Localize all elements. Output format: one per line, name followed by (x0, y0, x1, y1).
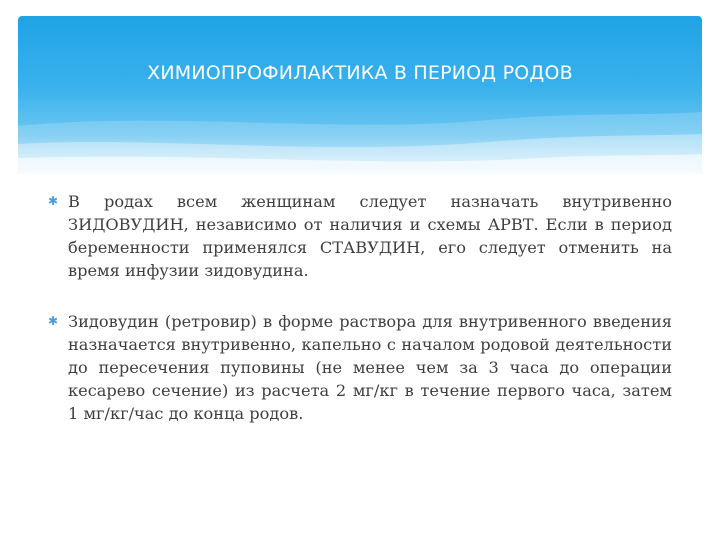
list-item (48, 190, 672, 282)
title-banner (18, 16, 702, 174)
list-item-text: Зидовудин (ретровир) в форме раствора для внутривенного введения назначается внутривенно, капельно с началом родовой деятельности до пересечения пуповины (не менее чем за 3 часа до операции кесарево сечение) из расчета 2 мг/кг в течение первого часа, затем 1 мг/кг/час до конца родов. (68, 312, 672, 423)
list-item-text: В родах всем женщинам следует назначать внутривенно ЗИДОВУДИН, независимо от наличия и схемы АРВТ. Если в период беременности применялся СТАВУДИН, его следует отменить на время инфузии зидовудина. (68, 192, 672, 280)
bullet-list (48, 190, 672, 453)
page-title: ХИМИОПРОФИЛАКТИКА В ПЕРИОД РОДОВ (147, 62, 573, 84)
wave-decoration (18, 16, 702, 174)
asterisk-bullet-icon: ✱ (48, 194, 59, 208)
asterisk-bullet-icon: ✱ (48, 314, 59, 328)
list-item (48, 310, 672, 425)
